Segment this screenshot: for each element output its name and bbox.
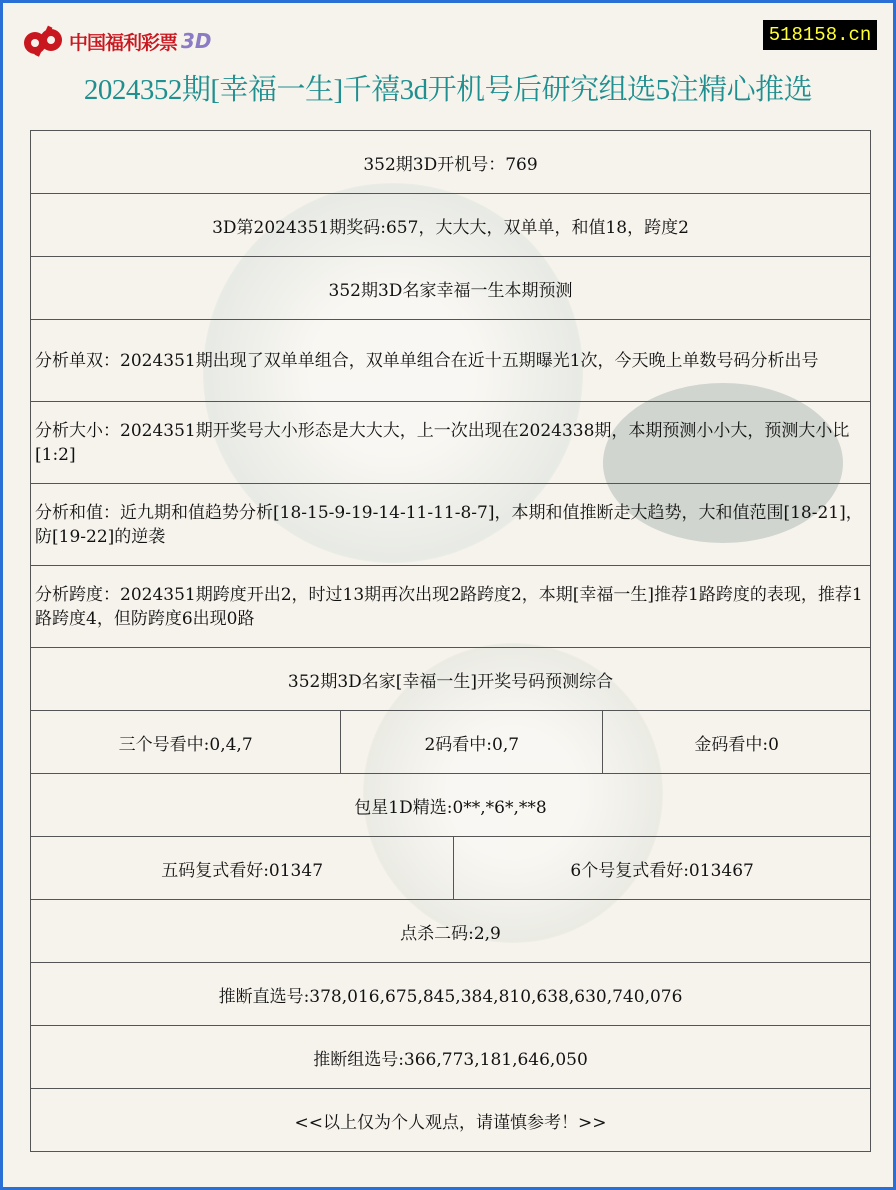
disclaimer: <<以上仅为个人观点，请谨慎参考！>> xyxy=(31,1089,871,1152)
welfare-lottery-logo-icon xyxy=(21,23,65,59)
logo-3d: 3D xyxy=(181,29,212,53)
1d-pick: 包星1D精选:0**,*6*,**8 xyxy=(31,774,871,837)
six-code-pick: 6个号复式看好:013467 xyxy=(454,837,871,900)
section-heading: 352期3D名家幸福一生本期预测 xyxy=(31,257,871,320)
logo xyxy=(21,23,212,59)
span-analysis: 分析跨度：2024351期跨度开出2，时过13期再次出现2路跨度2，本期[幸福一生]推荐1路跨度的表现，推荐1路跨度4，但防跨度6出现0路 xyxy=(31,566,871,648)
five-code-pick: 五码复式看好:01347 xyxy=(31,837,454,900)
prediction-table xyxy=(30,130,871,1152)
odd-even-analysis: 分析单双：2024351期出现了双单单组合，双单单组合在近十五期曝光1次，今天晚上单数号码分析出号 xyxy=(31,320,871,402)
size-analysis: 分析大小：2024351期开奖号大小形态是大大大，上一次出现在2024338期，本期预测小小大，预测大小比[1:2] xyxy=(31,402,871,484)
site-badge[interactable]: 518158.cn xyxy=(763,20,877,50)
section-heading: 352期3D名家[幸福一生]开奖号码预测综合 xyxy=(31,648,871,711)
group-picks: 推断组选号:366,773,181,646,050 xyxy=(31,1026,871,1089)
three-number-pick: 三个号看中:0,4,7 xyxy=(31,711,341,774)
last-draw-cell: 3D第2024351期奖码:657，大大大，双单单，和值18，跨度2 xyxy=(31,194,871,257)
kill-two-codes: 点杀二码:2,9 xyxy=(31,900,871,963)
logo-text: 中国福利彩票 xyxy=(69,31,178,54)
two-number-pick: 2码看中:0,7 xyxy=(341,711,603,774)
gold-number-pick: 金码看中:0 xyxy=(603,711,871,774)
page-title: 2024352期[幸福一生]千禧3d开机号后研究组选5注精心推选 xyxy=(83,74,813,106)
direct-picks: 推断直选号:378,016,675,845,384,810,638,630,740,076 xyxy=(31,963,871,1026)
open-number-cell: 352期3D开机号：769 xyxy=(31,131,871,194)
sum-analysis: 分析和值：近九期和值趋势分析[18-15-9-19-14-11-11-8-7]，本期和值推断走大趋势，大和值范围[18-21]，防[19-22]的逆袭 xyxy=(31,484,871,566)
